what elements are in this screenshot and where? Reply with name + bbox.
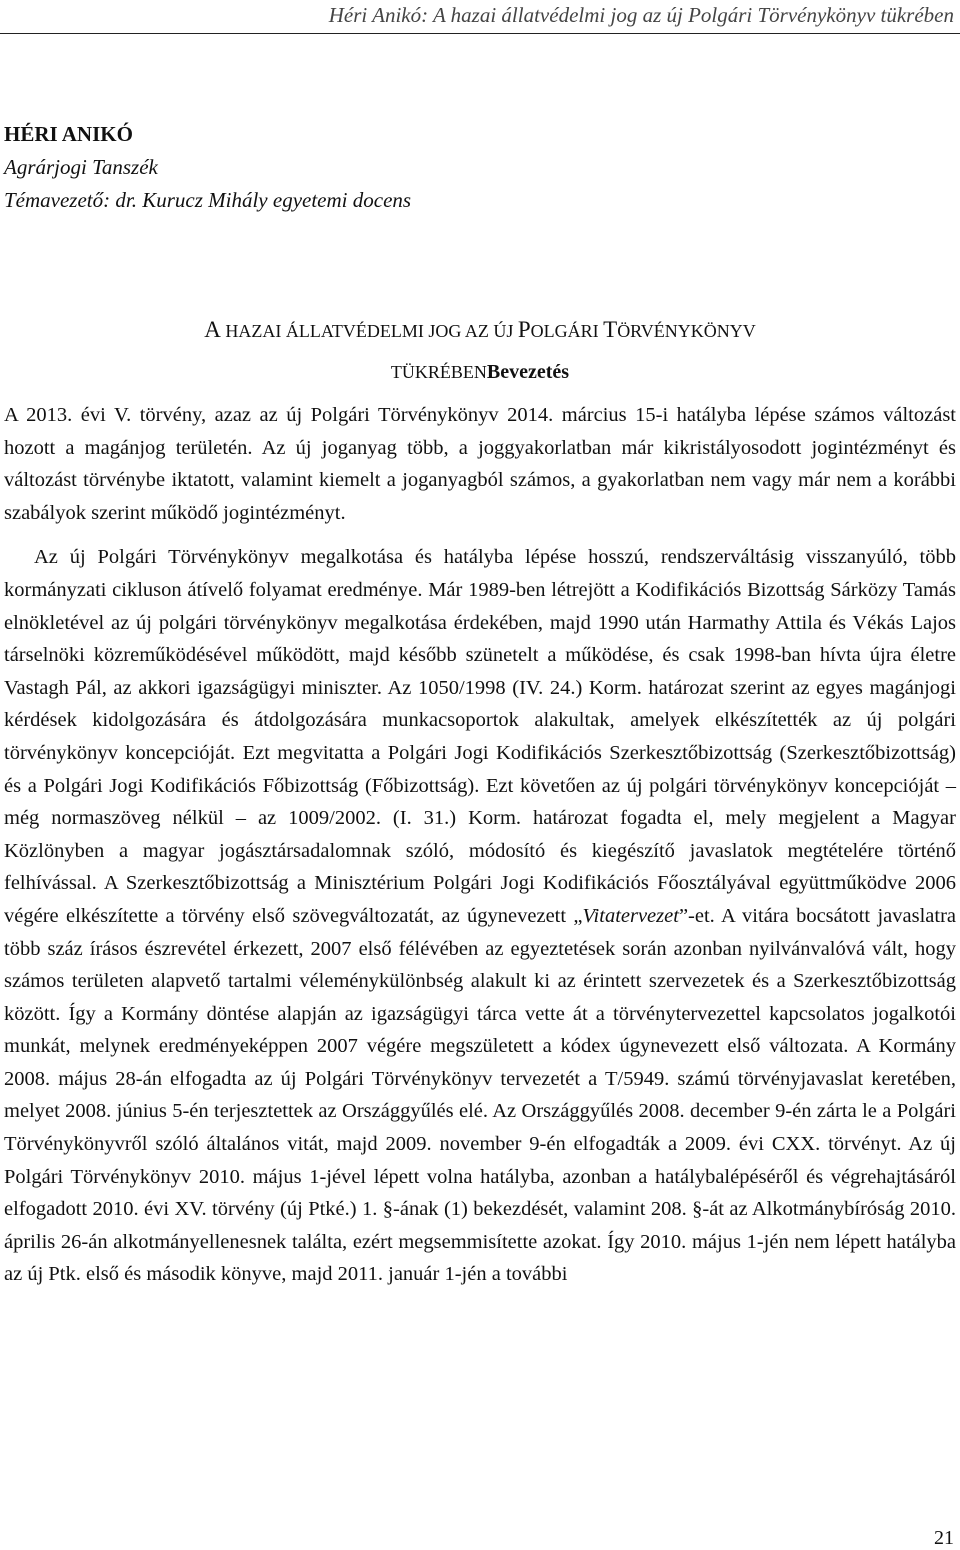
title-a2: HAZAI ÁLLATVÉDELMI JOG AZ ÚJ <box>220 321 518 341</box>
paragraph-2-part-1: Az új Polgári Törvénykönyv megalkotása és hatályba lépése hosszú, rendszerváltásig visszanyúló, több kormányzati cikluson átívelő folyamat eredménye. Már 1989-ben létrejött a Kodifikációs Bizottság Sárközy Tamás elnökletével az új polgári törvénykönyv megalkotása érdekében, majd 1990 után Harmathy Attila és Vékás Lajos társelnöki közreműködésével működött, majd később szünetelt a működése, és csak 1998-ban hívta újra életre Vastagh Pál, az akkori igazságügyi miniszter. Az 1050/1998 (IV. 24.) Korm. határozat szerint az egyes magánjogi kérdések kidolgozására és átdolgozására munkacsoportok alakultak, amelyek elkészítették az új polgári törvénykönyv koncepcióját. Ezt megvitatta a Polgári Jogi Kodifikációs Szerkesztőbizottság (Szerkesztőbizottság) és a Polgári Jogi Kodifikációs Főbizottság (Főbizottság). Ezt követően az új polgári törvénykönyv koncepcióját – még normaszöveg nélkül – az 1009/2002. (I. 31.) Korm. határozat fogadta el, mely megjelent a Magyar Közlönyben a magyar jogásztársadalomnak szóló, módosító és kiegészítő javaslatok megtételére történő felhívással. A Szerkesztőbizottság a Minisztérium Polgári Jogi Kodifikációs Főosztályával együttműködve 2006 végére elkészítette a törvény első szövegváltozatát, az úgynevezett „ <box>4 546 956 927</box>
title-t2: ÖRVÉNYKÖNYV <box>617 321 756 341</box>
title-p1: P <box>517 317 531 342</box>
section-heading: Bevezetés <box>486 361 570 383</box>
paragraph-2 <box>4 541 956 1291</box>
title-line-1 <box>0 310 960 351</box>
running-header <box>0 0 960 34</box>
title-p2: OLGÁRI <box>530 321 604 341</box>
body-text <box>4 399 956 1291</box>
advisor: Témavezető: dr. Kurucz Mihály egyetemi docens <box>4 188 412 212</box>
paragraph-2-part-2: ”-et. A vitára bocsátott javaslatra több száz írásos észrevétel érkezett, 2007 első félévében az egyeztetések során azonban nyilvánvalóvá vált, hogy számos területen alapvető tartalmi véleménykülönbség alakult ki az érintett szervezetek és a Szerkesztőbizottság között. Így a Kormány döntése alapján az igazságügyi tárca vette át a törvénytervezettel kapcsolatos jogalkotói munkát, melynek eredményeképpen 2007 végére megszületett a kódex úgynevezett első változata. A Kormány 2008. május 28-án elfogadta az új Polgári Törvénykönyv tervezetét a T/5949. számú törvényjavaslat keretében, melyet 2008. június 5-én terjesztettek az Országgyűlés elé. Az Országgyűlés 2008. december 9-én zárta le a Polgári Törvénykönyvről szóló általános vitát, majd 2009. november 9-én elfogadták a 2009. évi CXX. törvényt. Az új Polgári Törvénykönyv 2010. május 1-jével lépett volna hatályba, azonban a hatálybalépéséről és végrehajtásáról elfogadott 2010. évi XV. törvény (új Ptké.) 1. §-ának (1) bekezdését, valamint 208. §-át az Alkotmánybíróság 2010. április 26-án alkotmányellenesnek találta, ezért megsemmisítette azokat. Így 2010. május 1-jén nem lépett hatályba az új Ptk. első és második könyve, majd 2011. január 1-jén a további <box>4 904 956 1286</box>
article-title <box>0 310 960 392</box>
page-number: 21 <box>934 1527 954 1549</box>
department: Agrárjogi Tanszék <box>4 155 158 179</box>
paragraph-1: A 2013. évi V. törvény, azaz az új Polgári Törvénykönyv 2014. március 15-i hatályba lépése számos változást hozott a magánjog területén. Az új joganyag több, a joggyakorlatban már kikristályosodott jogintézményt és változást törvénybe iktatott, valamint kiemelt a joganyagból számos, a gyakorlatban nem vagy már nem a korábbi szabályok szerint működő jogintézményt. <box>4 404 956 524</box>
vitatervezet-term: Vitatervezet <box>582 904 679 927</box>
title-t1: T <box>603 317 618 342</box>
title-sc: TÜKRÉBEN <box>390 362 487 382</box>
running-title: Héri Anikó: A hazai állatvédelmi jog az új Polgári Törvénykönyv tükrében <box>328 3 954 27</box>
title-a1: A <box>204 317 221 342</box>
title-line-2 <box>0 351 960 392</box>
author-name: HÉRI ANIKÓ <box>4 122 133 146</box>
author-block <box>4 118 411 217</box>
